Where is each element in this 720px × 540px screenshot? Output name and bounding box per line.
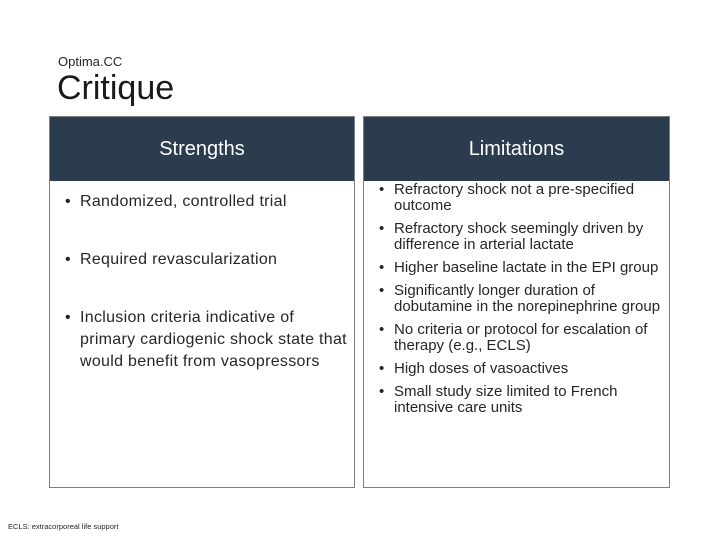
bullet-icon: • <box>379 383 385 400</box>
list-item <box>60 307 348 373</box>
list-item-text: Required revascularization <box>80 251 278 268</box>
list-item <box>374 322 665 354</box>
list-item <box>374 221 665 253</box>
strengths-list <box>50 181 354 373</box>
list-item-text: Inclusion criteria indicative of primary cardiogenic shock state that would benefit from vasopressors <box>80 309 347 370</box>
bullet-icon: • <box>379 321 385 338</box>
list-item-text: Significantly longer duration of dobutamine in the norepinephrine group <box>394 282 661 315</box>
footnote: ECLS: extracorporeal life support <box>8 522 119 531</box>
bullet-icon: • <box>379 259 385 276</box>
list-item <box>374 260 665 276</box>
limitations-list <box>364 181 669 416</box>
limitations-panel <box>363 116 670 488</box>
list-item <box>374 182 665 214</box>
list-item-text: Small study size limited to French intensive care units <box>394 383 618 416</box>
slide-subtitle: Optima.CC <box>58 54 123 69</box>
list-item <box>374 361 665 377</box>
bullet-icon: • <box>65 193 71 210</box>
bullet-icon: • <box>379 220 385 237</box>
list-item <box>374 283 665 315</box>
strengths-header: Strengths <box>50 117 354 181</box>
list-item <box>374 384 665 416</box>
list-item-text: Higher baseline lactate in the EPI group <box>394 259 659 276</box>
bullet-icon: • <box>379 360 385 377</box>
list-item-text: No criteria or protocol for escalation of therapy (e.g., ECLS) <box>394 321 648 354</box>
bullet-icon: • <box>65 309 71 326</box>
limitations-header: Limitations <box>364 117 669 181</box>
strengths-panel <box>49 116 355 488</box>
slide-title: Critique <box>57 69 175 107</box>
bullet-icon: • <box>379 181 385 198</box>
bullet-icon: • <box>65 251 71 268</box>
list-item <box>60 249 348 271</box>
list-item-text: Refractory shock not a pre-specified outcome <box>394 181 635 214</box>
list-item-text: High doses of vasoactives <box>394 360 569 377</box>
list-item-text: Randomized, controlled trial <box>80 193 287 210</box>
bullet-icon: • <box>379 282 385 299</box>
list-item-text: Refractory shock seemingly driven by difference in arterial lactate <box>394 220 644 253</box>
list-item <box>60 191 348 213</box>
